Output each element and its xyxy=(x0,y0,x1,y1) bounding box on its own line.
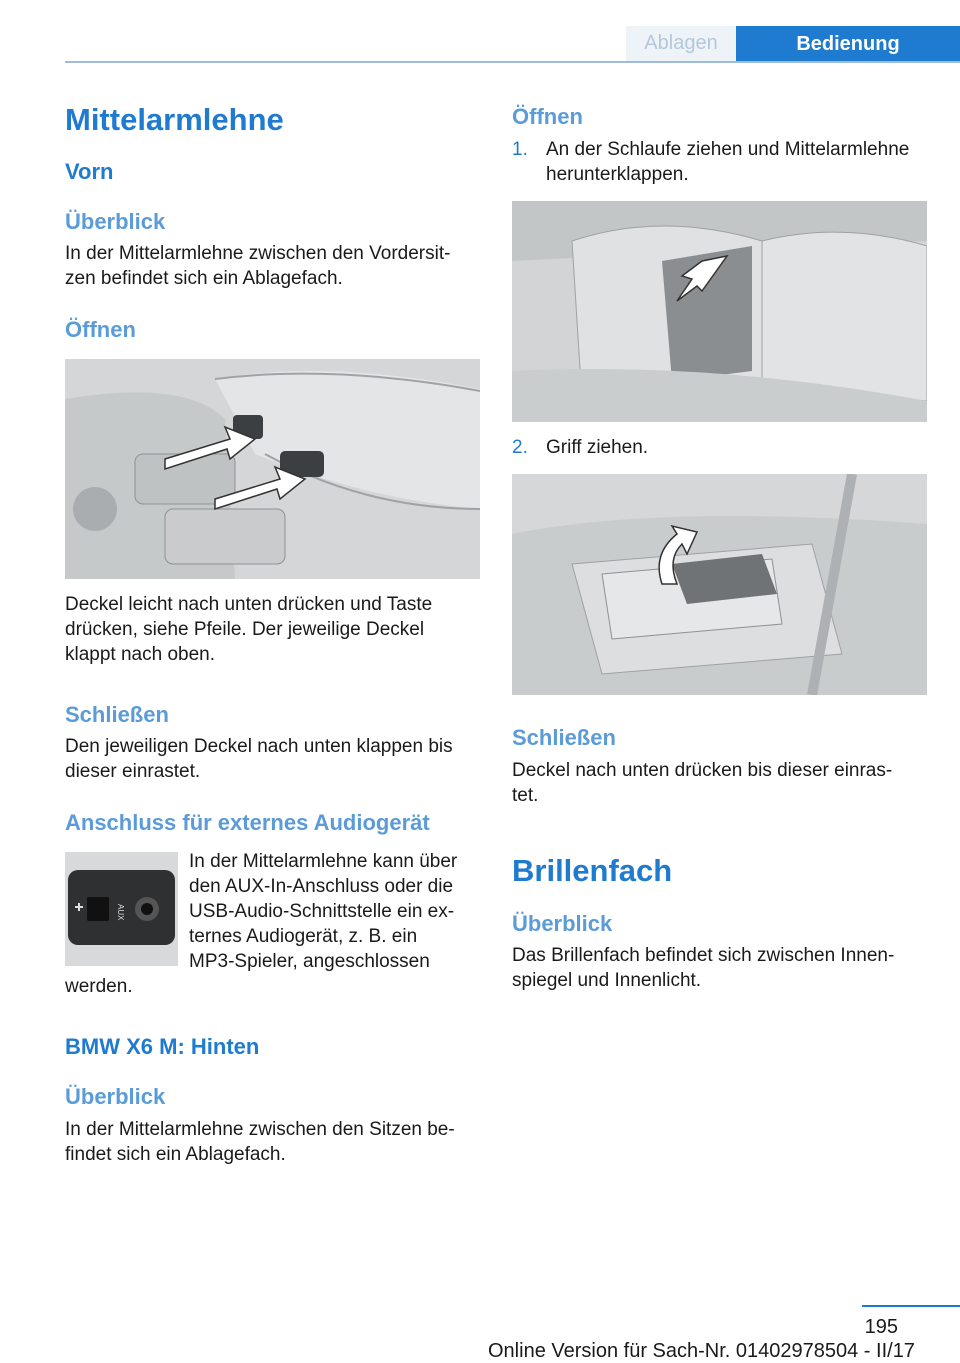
page-title: Mittelarmlehne xyxy=(65,102,284,137)
rear-armrest-fold-illustration xyxy=(512,201,927,422)
paragraph-ueberblick: In der Mittelarmlehne zwischen den Vordersit- zen befindet sich ein Ablagefach. xyxy=(65,243,451,289)
heading-ueberblick: Überblick xyxy=(65,209,166,234)
heading-anschluss: Anschluss für externes Audiogerät xyxy=(65,810,430,835)
header-rule xyxy=(65,61,960,63)
step-1-text: An der Schlaufe ziehen und Mittelarmlehne herunterklappen. xyxy=(546,139,910,185)
step-2-number: 2. xyxy=(512,437,528,458)
online-version-note: Online Version für Sach-Nr. 01402978504 - II/17 xyxy=(488,1340,915,1362)
step-1-number: 1. xyxy=(512,139,528,160)
paragraph-anschluss-end: werden. xyxy=(65,976,133,997)
paragraph-ueberblick-right: Das Brillenfach befindet sich zwischen Innen- spiegel und Innenlicht. xyxy=(512,945,895,991)
aux-label: AUX xyxy=(116,904,125,921)
heading-schliessen: Schließen xyxy=(65,702,169,727)
title-brillenfach: Brillenfach xyxy=(512,853,673,888)
tab-ablagen: Ablagen xyxy=(626,26,736,61)
heading-schliessen-right: Schließen xyxy=(512,725,616,750)
step-2-text: Griff ziehen. xyxy=(546,437,649,458)
heading-oeffnen-right: Öffnen xyxy=(512,104,583,129)
paragraph-schliessen-right: Deckel nach unten drücken bis dieser einras- tet. xyxy=(512,760,893,806)
heading-ueberblick-right: Überblick xyxy=(512,911,613,936)
paragraph-anschluss: In der Mittelarmlehne kann über den AUX-In-Anschluss oder die USB-Audio-Schnittstelle ein ex- ternes Audiogerät, z. B. ein MP3-Spieler, angeschlossen xyxy=(189,851,458,972)
heading-oeffnen: Öffnen xyxy=(65,317,136,342)
paragraph-schliessen: Den jeweiligen Deckel nach unten klappen bis dieser einrastet. xyxy=(65,736,453,782)
tab-bedienung: Bedienung xyxy=(736,26,960,63)
section-x6m-hinten: BMW X6 M: Hinten xyxy=(65,1034,260,1059)
heading-ueberblick-2: Überblick xyxy=(65,1084,166,1109)
page-number: 195 xyxy=(864,1316,898,1338)
paragraph-oeffnen: Deckel leicht nach unten drücken und Taste drücken, siehe Pfeile. Der jeweilige Deckel klappt nach oben. xyxy=(65,594,433,665)
paragraph-ueberblick-2: In der Mittelarmlehne zwischen den Sitzen be- findet sich ein Ablagefach. xyxy=(65,1119,455,1165)
footer-rule xyxy=(862,1305,960,1307)
armrest-front-illustration xyxy=(65,359,480,579)
section-vorn: Vorn xyxy=(65,159,114,184)
aux-usb-port-illustration xyxy=(65,852,178,966)
rear-armrest-handle-illustration xyxy=(512,474,927,695)
